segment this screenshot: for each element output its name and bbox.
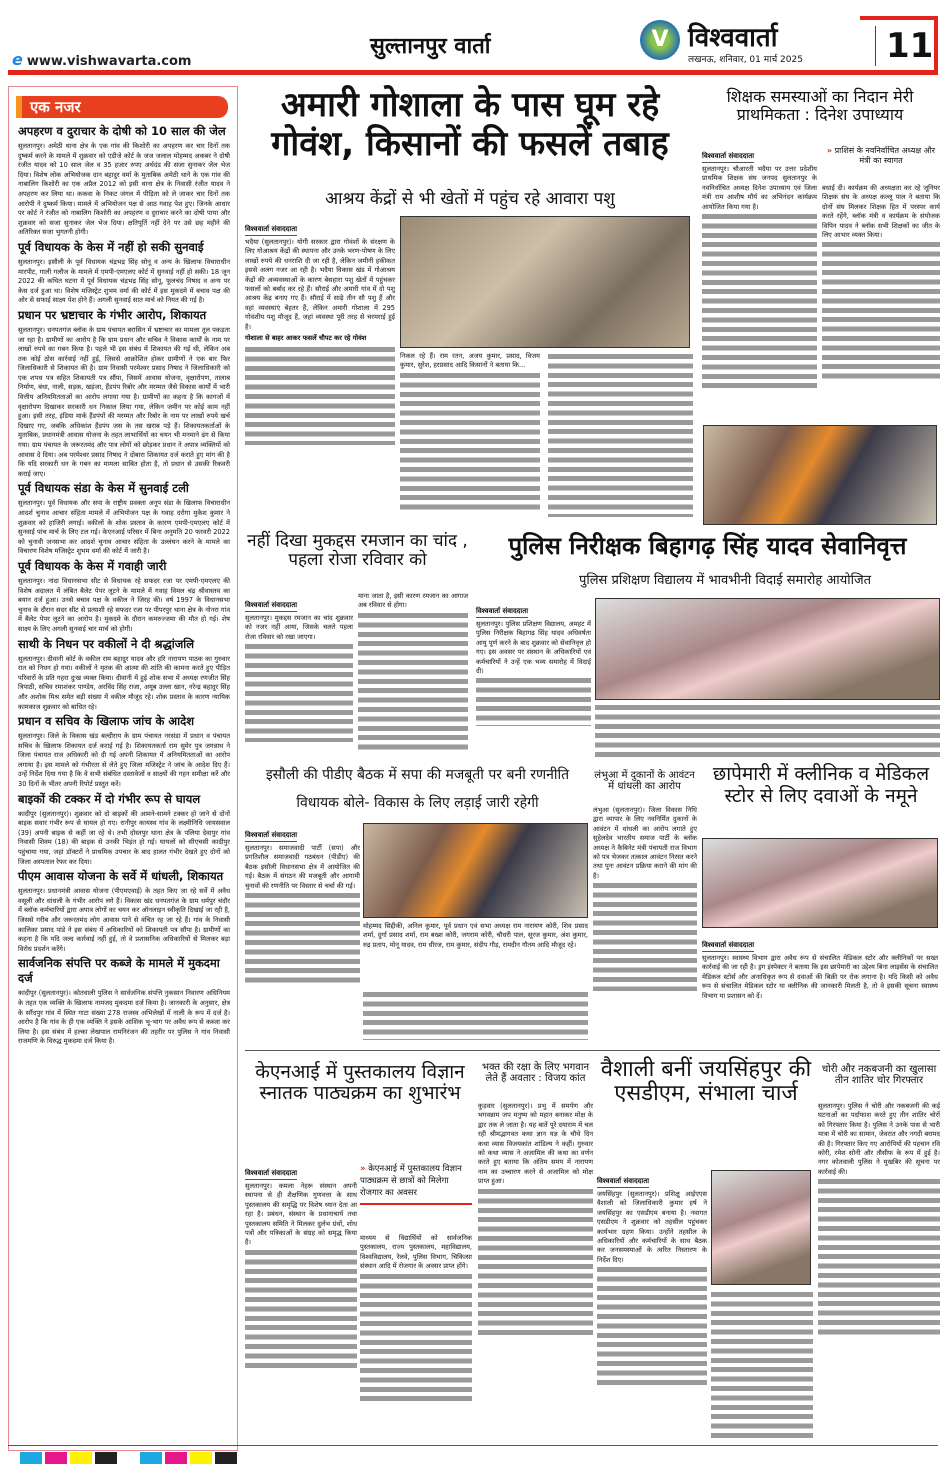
kni-body-text (245, 1248, 357, 1368)
theft-body-text (818, 1177, 940, 1337)
registration-yellow (190, 1452, 212, 1464)
teacher-col2: बधाई दी। कार्यक्रम की अध्यक्षता कर रहे जूनियर शिक्षक संघ के अध्यक्ष कल्लू पाल ने बताया कि दोनों संघ मिलकर शिक्षक हित में परस्पर कार्य करते रहेंगे, ब्लॉक मंत्री व कार्यक्रम के संयोजक विपिन यादव ने ब्लॉक सभी शिक्षकों का जीत के लिए आभार व्यक्त किया। (822, 184, 940, 240)
footer-divider (8, 1445, 938, 1446)
sidebar-title: एक नजर (16, 96, 228, 118)
vaishali-body: जयसिंहपुर (सुलतानपुर)। प्रशिक्षु आईएएस वैशाली को जिलाधिकारी कुमार हर्ष ने जयसिंहपुर का एसडीएम बनाया है। नवागत एसडीएम ने शुक्रवार को तहसील पहुंचकर कार्यभार ग्रहण किया। उन्होंने तहसील के अधिकारियों और कर्मचारियों के साथ बैठक कर जनसमस्याओं के त्वरित निस्तारण के निर्देश दिए। (597, 1190, 707, 1264)
cattle-photo (400, 216, 690, 348)
lead-body-text (400, 371, 540, 511)
isauli-attendees: मोहम्मद सिद्दीकी, अनिल कुमार, पूर्व प्रधान एवं सभा अध्यक्ष राम नारायण कोरी, शिव प्रसाद शर्मा, दुर्गा प्रसाद शर्मा, राम बख्श कोरी, जगराम कोरी, चौधरी पाल, सूरज कुमार, अंश कुमार, रुद्र प्रताप, मोनू यादव, राम धीरज, राम कुमार, संदीप गौड़, रामदीन गौतम आदि मौजूद रहे। (363, 922, 588, 949)
vaishali-body-text (597, 1265, 707, 1385)
theft-headline[interactable]: चोरी और नकबजनी का खुलासा तीन शातिर चोर गिरफ्तार (821, 1064, 937, 1086)
isauli-headline[interactable]: इसौली की पीडीए बैठक में सपा की मजबूती पर बनी रणनीति (265, 767, 570, 783)
isauli-body-text (245, 891, 360, 986)
lambhua-body: लंभुआ (सुलतानपुर)। जिला विकास निधि द्वारा व्यापार के लिए नवनिर्मित दुकानों के आवंटन में धांधली का आरोप लगाते हुए सुहेलदेव भारतीय समाज पार्टी के ब्लॉक अध्यक्ष ने कैबिनेट मंत्री पंचायती राज विभाग को पत्र भेजकर तत्काल आवंटन निरस्त करने तथा पुनः आवंटन प्रक्रिया कराने की मांग की है। (593, 806, 697, 880)
registration-cyan (140, 1452, 162, 1464)
sidebar-news-body: सुलतानपुर। अमेठी थाना क्षेत्र के एक गांव की किशोरी का अपहरण कर चार दिनों तक दुष्कर्म करने के मामले में शुक्रवार को एडीजे कोर्ट के जज जलाल मोहम्मद अकबर ने दोषी रंजीत यादव को 10 साल जेल व 35 हजार रुपए अर्थदंड की सजा सुनाकर जेल भेज दिया। विशेष लोक अभियोजक दान बहादुर वर्मा के मुताबिक अमेठी थाने के एक गांव की नाबालिग किशोरी का एक अप्रैल 2012 को इसी थाना क्षेत्र के निवासी रंजीत यादव ने अपहरण कर लिया था। ककवा के निकट जंगल में पीड़िता को ले जाकर चार दिनों तक आरोपी ने दुष्कर्म किया। मामले में अभियोजन पक्ष से आठ गवाह पेश हुए। जिनके आधार पर कोर्ट ने रंजीत को नाबालिग किशोरी का अपहरण व दुराचार करने का दोषी पाया और शुक्रवार को सजा सुनाकर जेल भेज दिया। क्षतिपूर्ति नहीं देने पर उसे छह महीने की अतिरिक्त सजा भुगतनी होगी। (18, 142, 230, 237)
registration-magenta (165, 1452, 187, 1464)
kni-headline[interactable]: केएनआई में पुस्तकालय विज्ञान स्नातक पाठ्यक्रम का शुभारंभ (255, 1061, 465, 1104)
lead-intro: भदैया (सुलतानपुर)। योगी सरकार द्वारा गोवंशों के संरक्षण के लिए गोआश्रय केंद्रों की स्थापना और उनके भरण-पोषण के लिए लाखों रुपये की धनराशि दी जा रही है, लेकिन जमीनी हकीकत इससे अलग नजर आ रही है। भदैया विकास खंड में गोआश्रय केंद्रों की अव्यवस्थाओं के कारण बेसहारा पशु खेतों में पहुंचकर फसलों को बर्बाद कर रहे हैं। सौराई और अमारी गांव में दो पशु आश्रय केंद्र बनाए गए हैं। सौराई में साढ़े तीन सौ पशु हैं और वहां व्यवस्थाएं बेहतर हैं, लेकिन अमारी गोशाला में 295 गोवंशीय पशु मौजूद हैं, जहां व्यवस्था पूरी तरह से चरमराई हुई है। (245, 238, 395, 331)
byline: विश्ववार्ता संवाददाता (245, 225, 297, 236)
lead-headline[interactable]: अमारी गोशाला के पास घूम रहे गोवंश, किसानों की फसलें तबाह (271, 85, 669, 165)
byline: विश्ववार्ता संवाददाता (245, 831, 297, 842)
sidebar-news-body: सुलतानपुर। प्रधानमंत्री आवास योजना (पीएमएवाई) के तहत किए जा रहे सर्वे में अवैध वसूली और धांधली के गंभीर आरोप लगे हैं। विकास खंड धनपतगंज के ग्राम धर्मपुर चंदौर में ब्लॉक कर्मचारियों द्वारा अपात्र लोगों का चयन कर ऑनलाइन स्वीकृति दिखाई जा रही है, जिससे गरीब और जरूरतमंद लोग आवास पाने से वंचित रह जा रहे हैं। गांव के निवासी कालिका प्रसाद पांडे ने इस संबंध में अधिकारियों को शिकायती पत्र सौंपा है। ग्रामीणों का कहना है कि यदि जल्द कार्रवाई नहीं हुई, तो वे प्रशासनिक अधिकारियों से मिलकर बड़ा विरोध प्रदर्शन करेंगे। (18, 887, 230, 953)
sidebar-news-body: सुलतानपुर। पूर्व विधायक और सपा के राष्ट्रीय प्रवक्ता अनूप संडा के खिलाफ विचाराधीन आदर्श चुनाव आचार संहिता मामले में अभियोजन पक्ष के गवाह दरोगा मुकेश कुमार ने शुक्रवार को हाजिरी लगाई। वकीलों के शोक प्रस्ताव के कारण एमपी-एमएलए कोर्ट में सुनवाई पांच मार्च के लिए टल गई। केएनआई परिसर में बिना अनुमति 20 फरवरी 2022 को चुनावी जनसभा कर आदर्श चुनाव आचार संहिता के उल्लंघन करने के मामले का विचारण विशेष मजिस्ट्रेट शुभम वर्मा की कोर्ट में जारी है। (18, 499, 230, 556)
lambhua-body-text (593, 881, 697, 991)
theft-body: सुलतानपुर। पुलिस ने चोरी और नकबजनी की कई घटनाओं का पर्दाफाश करते हुए तीन शातिर चोरों को गिरफ्तार किया है। पुलिस ने उनके पास से भारी मात्रा में चोरी का सामान, जेवरात और नगदी बरामद की है। गिरफ्तार किए गए आरोपियों की पहचान रवि कोरी, रमेश सोनी और तौसीफ के रूप में हुई है। नगर कोतवाली पुलिस ने मुखबिर की सूचना पर कार्रवाई की। (818, 1102, 940, 1176)
raid-body: सुलतानपुर। स्वास्थ्य विभाग द्वारा अवैध रूप से संचालित मेडिकल स्टोर और क्लीनिकों पर सख्त कार्रवाई की जा रही है। ड्रग इंस्पेक्टर ने बताया कि इस छापेमारी का उद्देश्य बिना लाइसेंस के संचालित मेडिकल स्टोर्स और अनाधिकृत रूप से दवाओं की बिक्री पर रोक लगाना है। यदि किसी को अवैध रूप से संचालित मेडिकल स्टोर या क्लीनिक की जानकारी मिलती है, तो वे इसकी सूचना स्वास्थ्य विभाग या प्रशासन को दें। (702, 954, 938, 1000)
dateline: लखनऊ, शनिवार, 01 मार्च 2025 (688, 55, 803, 65)
byline: विश्ववार्ता संवाददाता (245, 1169, 297, 1180)
teacher-headline[interactable]: शिक्षक समस्याओं का निदान मेरी प्राथमिकता : दिनेश उपाध्याय (726, 87, 914, 124)
page-number: 11 (875, 26, 933, 66)
teacher-intro: सुलतानपुर। चौआरती भदैया पर उत्तर प्रदेशीय प्राथमिक शिक्षक संघ जनपद सुलतानपुर के नवनिर्वाचित अध्यक्ष दिनेश उपाध्याय एवं जिला मंत्री राम आशीष मौर्य का अभिनंदन कार्यक्रम आयोजित किया गया है। (702, 165, 817, 211)
sidebar-news-headline[interactable]: प्रधान पर भ्रष्टाचार के गंभीर आरोप, शिकायत (18, 307, 207, 322)
police-farewell-photo (595, 598, 940, 700)
sdm-portrait-photo (711, 1170, 811, 1285)
byline: विश्ववार्ता संवाददाता (476, 607, 528, 618)
bhakt-body: कुड़वार (सुलतानपुर)। प्रभु में समर्पण और भगवन्नाम जप मनुष्य को महान बनाकर मोक्ष के द्वार तक ले जाता है। यह बातें पूरे दयाराम में चल रही श्रीमद्भागवत कथा ज्ञान यज्ञ के चौथे दिन कथा व्यास विजयकांत शांडिल्य ने कहीं। गुरुवार को कथा व्यास ने अजामिल की कथा का वर्णन करते हुए बताया कि अंतिम समय में नारायण नाम का उच्चारण करने से अजामिल को मोक्ष प्राप्त हुआ। (478, 1102, 593, 1186)
registration-cyan (20, 1452, 42, 1464)
ramzan-headline[interactable]: नहीं दिखा मुकद्दस रमजान का चांद , पहला रोजा रविवार को (247, 531, 468, 570)
section-title: सुल्तानपुर वार्ता (370, 34, 491, 59)
lambhua-headline[interactable]: लंभुआ में दुकानों के आवंटन में धांधली का आरोप (594, 770, 695, 792)
sidebar-news-headline[interactable]: अपहरण व दुराचार के दोषी को 10 साल की जेल (18, 124, 226, 138)
police-body-text (595, 703, 940, 758)
sidebar-news-body: सुलतानपुर। इसौली के पूर्व विधायक चंद्रभद्र सिंह सोनू व अन्य के खिलाफ विचाराधीन मारपीट, गाली गलौज के मामले में एमपी-एमएलए कोर्ट में सुनवाई नहीं हो सकी। 18 जून 2022 की कथित घटना में पूर्व विधायक चंद्रभद्र सिंह सोनू, फूलचंद निषाद व अन्य पर केस दर्ज हुआ था। विशेष मजिस्ट्रेट शुभम वर्मा की कोर्ट में इस मुकदमे में बचाव पक्ष की ओर से सफाई साक्ष्य पेश होने हैं। अगली सुनवाई सात मार्च को नियत की गई है। (18, 257, 230, 305)
teacher-felicitation-photo (703, 425, 937, 525)
sidebar-news-list (18, 122, 230, 1049)
medical-store-photo (702, 838, 938, 928)
byline: विश्ववार्ता संवाददाता (702, 941, 754, 952)
kicker-arrow-icon: » (360, 1164, 366, 1174)
registration-black (95, 1452, 117, 1464)
header-divider (8, 70, 938, 75)
lead-continuation: निकल रहे हैं। राम रतन, अजय कुमार, प्रसाद, विजय कुमार, सुरेश, हरप्रसाद आदि किसानों ने बताया कि... (400, 352, 540, 370)
byline: विश्ववार्ता संवाददाता (245, 601, 297, 612)
sidebar-news-body: सुलतानपुर। दीवानी कोर्ट के वकील राम बहादुर यादव और हरि नारायण पाठक का गुरुवार रात को निधन हो गया। वकीलों ने मृतक की आत्मा की शांति की कामना करते हुए पीड़ित परिवारों के प्रति गहरा दुःख व्यक्त किया। दीवानी में हुई शोक सभा में अध्यक्ष रणजीत सिंह त्रिपाठी, सचिव रमाशंकर पाण्डेय, अरविंद सिंह राजा, अयूब उल्ला खान, नरेन्द्र बहादुर सिंह और अशोक मिश्र समेत बड़ी संख्या में वकील मौजूद रहे। शोक प्रस्ताव के कारण न्यायिक कामकाज शुक्रवार को बाधित रहे। (18, 654, 230, 711)
sidebar-news-headline[interactable]: सार्वजनिक संपत्ति पर कब्जे के मामले में मुकदमा दर्ज (18, 956, 220, 986)
ramzan-body-text (245, 642, 353, 742)
ramzan-intro: सुलतानपुर। मुकद्दस रमजान का चांद शुक्रवार को नजर नहीं आया, जिसके चलते पहला रोजा रविवार को रखा जाएगा। (245, 614, 353, 641)
sidebar-news-headline[interactable]: पीएम आवास योजना के सर्वे में धांधली, शिकायत (18, 869, 224, 884)
registration-yellow (70, 1452, 92, 1464)
byline: विश्ववार्ता संवाददाता (702, 152, 754, 163)
isauli-body-text (363, 990, 588, 1040)
sidebar-news-headline[interactable]: साथी के निधन पर वकीलों ने दी श्रद्धांजलि (18, 636, 195, 651)
registration-black (215, 1452, 237, 1464)
sidebar-news-headline[interactable]: पूर्व विधायक के केस में गवाही जारी (18, 558, 167, 573)
raid-headline[interactable]: छापेमारी में क्लीनिक व मेडिकल स्टोर से लिए दवाओं के नमूने (712, 763, 930, 807)
kni-col2: माध्यम से विद्यार्थियों को सार्वजनिक पुस्तकालय, राज्य पुस्तकालय, महाविद्यालय, विश्वविद्यालय, रेलवे, पुलिस विभाग, चिकित्सा संस्थान आदि में रोजगार के अवसर प्राप्त होंगे। (360, 1234, 472, 1271)
lead-body-text (548, 352, 693, 517)
browser-icon: e (12, 50, 23, 69)
byline: विश्ववार्ता संवाददाता (597, 1177, 649, 1188)
kni-kicker: » केएनआई में पुस्तकालय विज्ञान पाठ्यक्रम से छात्रों को मिलेगा रोजगार का अवसर (360, 1163, 472, 1205)
police-headline[interactable]: पुलिस निरीक्षक बिहागढ़ सिंह यादव सेवानिवृत्त (508, 532, 907, 560)
kni-intro: सुलतानपुर। कमला नेहरू संस्थान अपनी स्थापना से ही शैक्षणिक गुणवत्ता के साथ पुस्तकालय की समृद्धि पर विशेष ध्यान देता आ रहा है। प्रबंधन, संस्थान के प्रधानाचार्य तथा पुस्तकालय समिति ने मिलकर दुर्लभ ग्रंथों, शोध पत्रों और पत्रिकाओं के संग्रह को समृद्ध किया है। (245, 1182, 357, 1247)
teacher-body-text (702, 212, 817, 392)
sidebar-news-headline[interactable]: बाइकों की टक्कर में दो गंभीर रूप से घायल (18, 791, 201, 806)
ramzan-col2: माना जाता है, इसी कारण रमजान का आगाज अब रविवार से होगा। (358, 592, 468, 610)
sidebar-news-body: सुलतानपुर। जिले के विकास खंड बल्दीराय के ग्राम पंचायत नरसंडा में प्रधान व पंचायत सचिव के खिलाफ शिकायत दर्ज कराई गई है। शिकायतकर्ता राम सुमेर पुत्र जगन्नाथ ने जिला पंचायत राज अधिकारी को दी गई अपनी शिकायत में अनियमितताओं का आरोप लगाया है। इस मामले को गंभीरता से लेते हुए जिला मजिस्ट्रेट ने जांच के आदेश दिए हैं। उन्हें निर्देश दिया गया है कि वे सभी संबंधित दस्तावेजों व साक्ष्यों की गहन समीक्षा करें और 30 दिनों के भीतर अपनी रिपोर्ट प्रस्तुत करें। (18, 732, 230, 789)
registration-magenta (45, 1452, 67, 1464)
teacher-kicker: » प्राशिसं के नवनिर्वाचित अध्यक्ष और मंत्री का स्वागत (826, 146, 936, 165)
lead-crosshead: गोशाला से बाहर आकर फसलें चौपट कर रहे गोवंश (245, 334, 367, 343)
lead-subhead: आश्रय केंद्रों से भी खेतों में पहुंच रहे आवारा पशु (325, 189, 615, 209)
lead-body-text (245, 345, 395, 445)
sidebar-news-body: कादीपुर (सुलतानपुर)। शुक्रवार को दो बाइकों की आमने-सामने टक्कर हो जाने से दोनों बाइक सवार गंभीर रूप से घायल हो गए। रानीपुर कायस्थ गांव के लक्ष्मीनिधि जायसवाल (39) अपनी बाइक से कहीं जा रहे थे। तभी दोस्तपुर थाना क्षेत्र के पलिया देवापुर गांव निवासी शिवम (18) की बाइक से उनकी भिड़ंत हो गई। घायलों को सीएचसी कादीपुर पहुंचाया गया, जहां डॉक्टरों ने प्राथमिक उपचार के बाद हालत गंभीर देखते हुए दोनों को जिला अस्पताल रेफर कर दिया। (18, 809, 230, 866)
website-url[interactable]: e www.vishwavarta.com (12, 50, 192, 69)
sidebar-news-body: कादीपुर (सुलतानपुर)। कोतवाली पुलिस ने सार्वजनिक संपत्ति नुकसान निवारण अधिनियम के तहत एक व्यक्ति के खिलाफ नामजद मुकदमा दर्ज किया है। जानकारी के अनुसार, क्षेत्र के सरैंदपुर गांव में स्थित गाटा संख्या 278 राजस्व अभिलेखों में नाली के रूप में दर्ज है। आरोप है कि गांव के ही एक व्यक्ति ने इसके आंशिक भू-भाग पर अवैध रूप से कब्जा कर लिया है। इस संबंध में हल्का लेखपाल रामनिरंजन की तहरीर पर पुलिस ने गांव निवासी राजमणि के विरुद्ध मुकदमा दर्ज किया है। (18, 989, 230, 1046)
kicker-arrow-icon: » (826, 146, 833, 155)
kni-body-text (360, 1272, 472, 1402)
sidebar-news-headline[interactable]: पूर्व विधायक के केस में नहीं हो सकी सुनवाई (18, 239, 204, 254)
sidebar-news-body: सुलतानपुर। धनपतगंज ब्लॉक के ग्राम पंचायत बरासिन में भ्रष्टाचार का मामला तूल पकड़ता जा रहा है। ग्रामीणों का आरोप है कि ग्राम प्रधान और सचिव ने विकास कार्यों के नाम पर लाखों रुपये का गबन किया है। पहले भी इस संबंध में शिकायत की गई थी, लेकिन अब तक कोई ठोस कार्रवाई नहीं हुई, जिससे आक्रोशित होकर ग्रामीणों ने एक बार फिर जिलाधिकारी से शिकायत की है। ग्राम निवासी परमेश्वर प्रसाद निषाद ने जिलाधिकारी को एक शपथ पत्र सहित शिकायती पत्र सौंपा, जिसमें आवास योजना, वृक्षारोपण, तालाब निर्माण, बंधा, नाली, सड़क, खड़ंजा, हैंडपंप रिबोर और मरम्मत जैसे विकास कार्यों में भारी वित्तीय अनियमितताओं का आरोप लगाया गया है। ग्रामीणों का कहना है कि कागजों में वृक्षारोपण दिखाकर सरकारी धन निकाल लिया गया, लेकिन जमीन पर कोई काम नहीं हुआ। इसी तरह, इंडिया मार्क हैंडपंपों की मरम्मत और रिबोर के नाम पर लाखों रुपये खर्च दिखाए गए, जबकि अधिकांश हैंडपंप जस के तस खराब पड़े हैं। शिकायतकर्ताओं के मुताबिक, प्रधानमंत्री आवास योजना के तहत लाभार्थियों का चयन भी मनमाने ढंग से किया गया। ग्राम पंचायत के जरूरतमंद और पात्र लोगों को छोड़कर प्रधान ने अपात्र व्यक्तियों को आवास दे दिया। अब परमेश्वर प्रसाद निषाद ने दोबारा शिकायत दर्ज कराते हुए मांग की है कि यदि सरकारी धन के गबन का मामला साबित होता है, तो प्रधान से उसकी रिकवरी कराई जाए। (18, 325, 230, 478)
police-body-text (476, 676, 591, 726)
bhakt-headline[interactable]: भक्त की रक्षा के लिए भगवान लेते हैं अवतार : विजय कांत (481, 1062, 590, 1084)
brand-logo: V (640, 20, 680, 60)
vaishali-body-text (711, 1290, 813, 1440)
ramzan-body-text (358, 611, 468, 751)
sidebar-news-headline[interactable]: प्रधान व सचिव के खिलाफ जांच के आदेश (18, 714, 195, 729)
vaishali-headline[interactable]: वैशाली बनीं जयसिंहपुर की एसडीएम, संभाला चार्ज (600, 1057, 812, 1107)
meeting-photo (363, 823, 588, 918)
sidebar-news-headline[interactable]: पूर्व विधायक संडा के केस में सुनवाई टली (18, 481, 189, 496)
teacher-body-text (822, 240, 940, 380)
bhakt-body-text (478, 1187, 593, 1337)
row-divider (245, 1050, 940, 1051)
police-subhead: पुलिस प्रशिक्षण विद्यालय में भावभीनी विदाई समारोह आयोजित (578, 573, 872, 588)
police-intro: सुलतानपुर। पुलिस प्रशिक्षण विद्यालय, अमहट में पुलिस निरीक्षक बिहागढ़ सिंह यादव अधिवर्षता आयु पूर्ण करने के बाद शुक्रवार को सेवानिवृत्त हो गए। इस अवसर पर संस्थान के अधिकारियों एवं कर्मचारियों ने उन्हें एक भव्य समारोह में विदाई दी। (476, 620, 591, 676)
isauli-subhead: विधायक बोले- विकास के लिए लड़ाई जारी रहेगी (296, 795, 539, 811)
brand-name: विश्ववार्ता (688, 23, 778, 53)
sidebar-news-body: सुलतानपुर। नांदा विधानसभा सीट से विधायक रहे सफदर रजा पर एमपी-एमएलए की विशेष अदालत में लंबित बैलेट पेपर लूटने के मामले में गवाह विमल चंद्र श्रीवास्तव का बयान दर्ज हुआ। उनसे बचाव पक्ष के वकील ने जिरह की। वर्ष 1997 के विधानसभा चुनाव के दौरान सदर सीट से प्रत्याशी रहे सफदर रजा पर पीपरपुर थाना क्षेत्र के नोनरा गांव में बैलेट पेपर लूटने का आरोप है। मुकदमे के दौरान कमरुज्जमा की मौत हो गई। शेष साक्ष्य के लिए अगली सुनवाई चार मार्च को होगी। (18, 576, 230, 633)
isauli-intro: सुलतानपुर। समाजवादी पार्टी (सपा) और प्रगतिशील समाजवादी गठबंधन (पीडीए) की बैठक इसौली विधानसभा क्षेत्र में आयोजित की गई। बैठक में संगठन की मजबूती और आगामी चुनावों की रणनीति पर विस्तार से चर्चा की गई। (245, 844, 360, 890)
